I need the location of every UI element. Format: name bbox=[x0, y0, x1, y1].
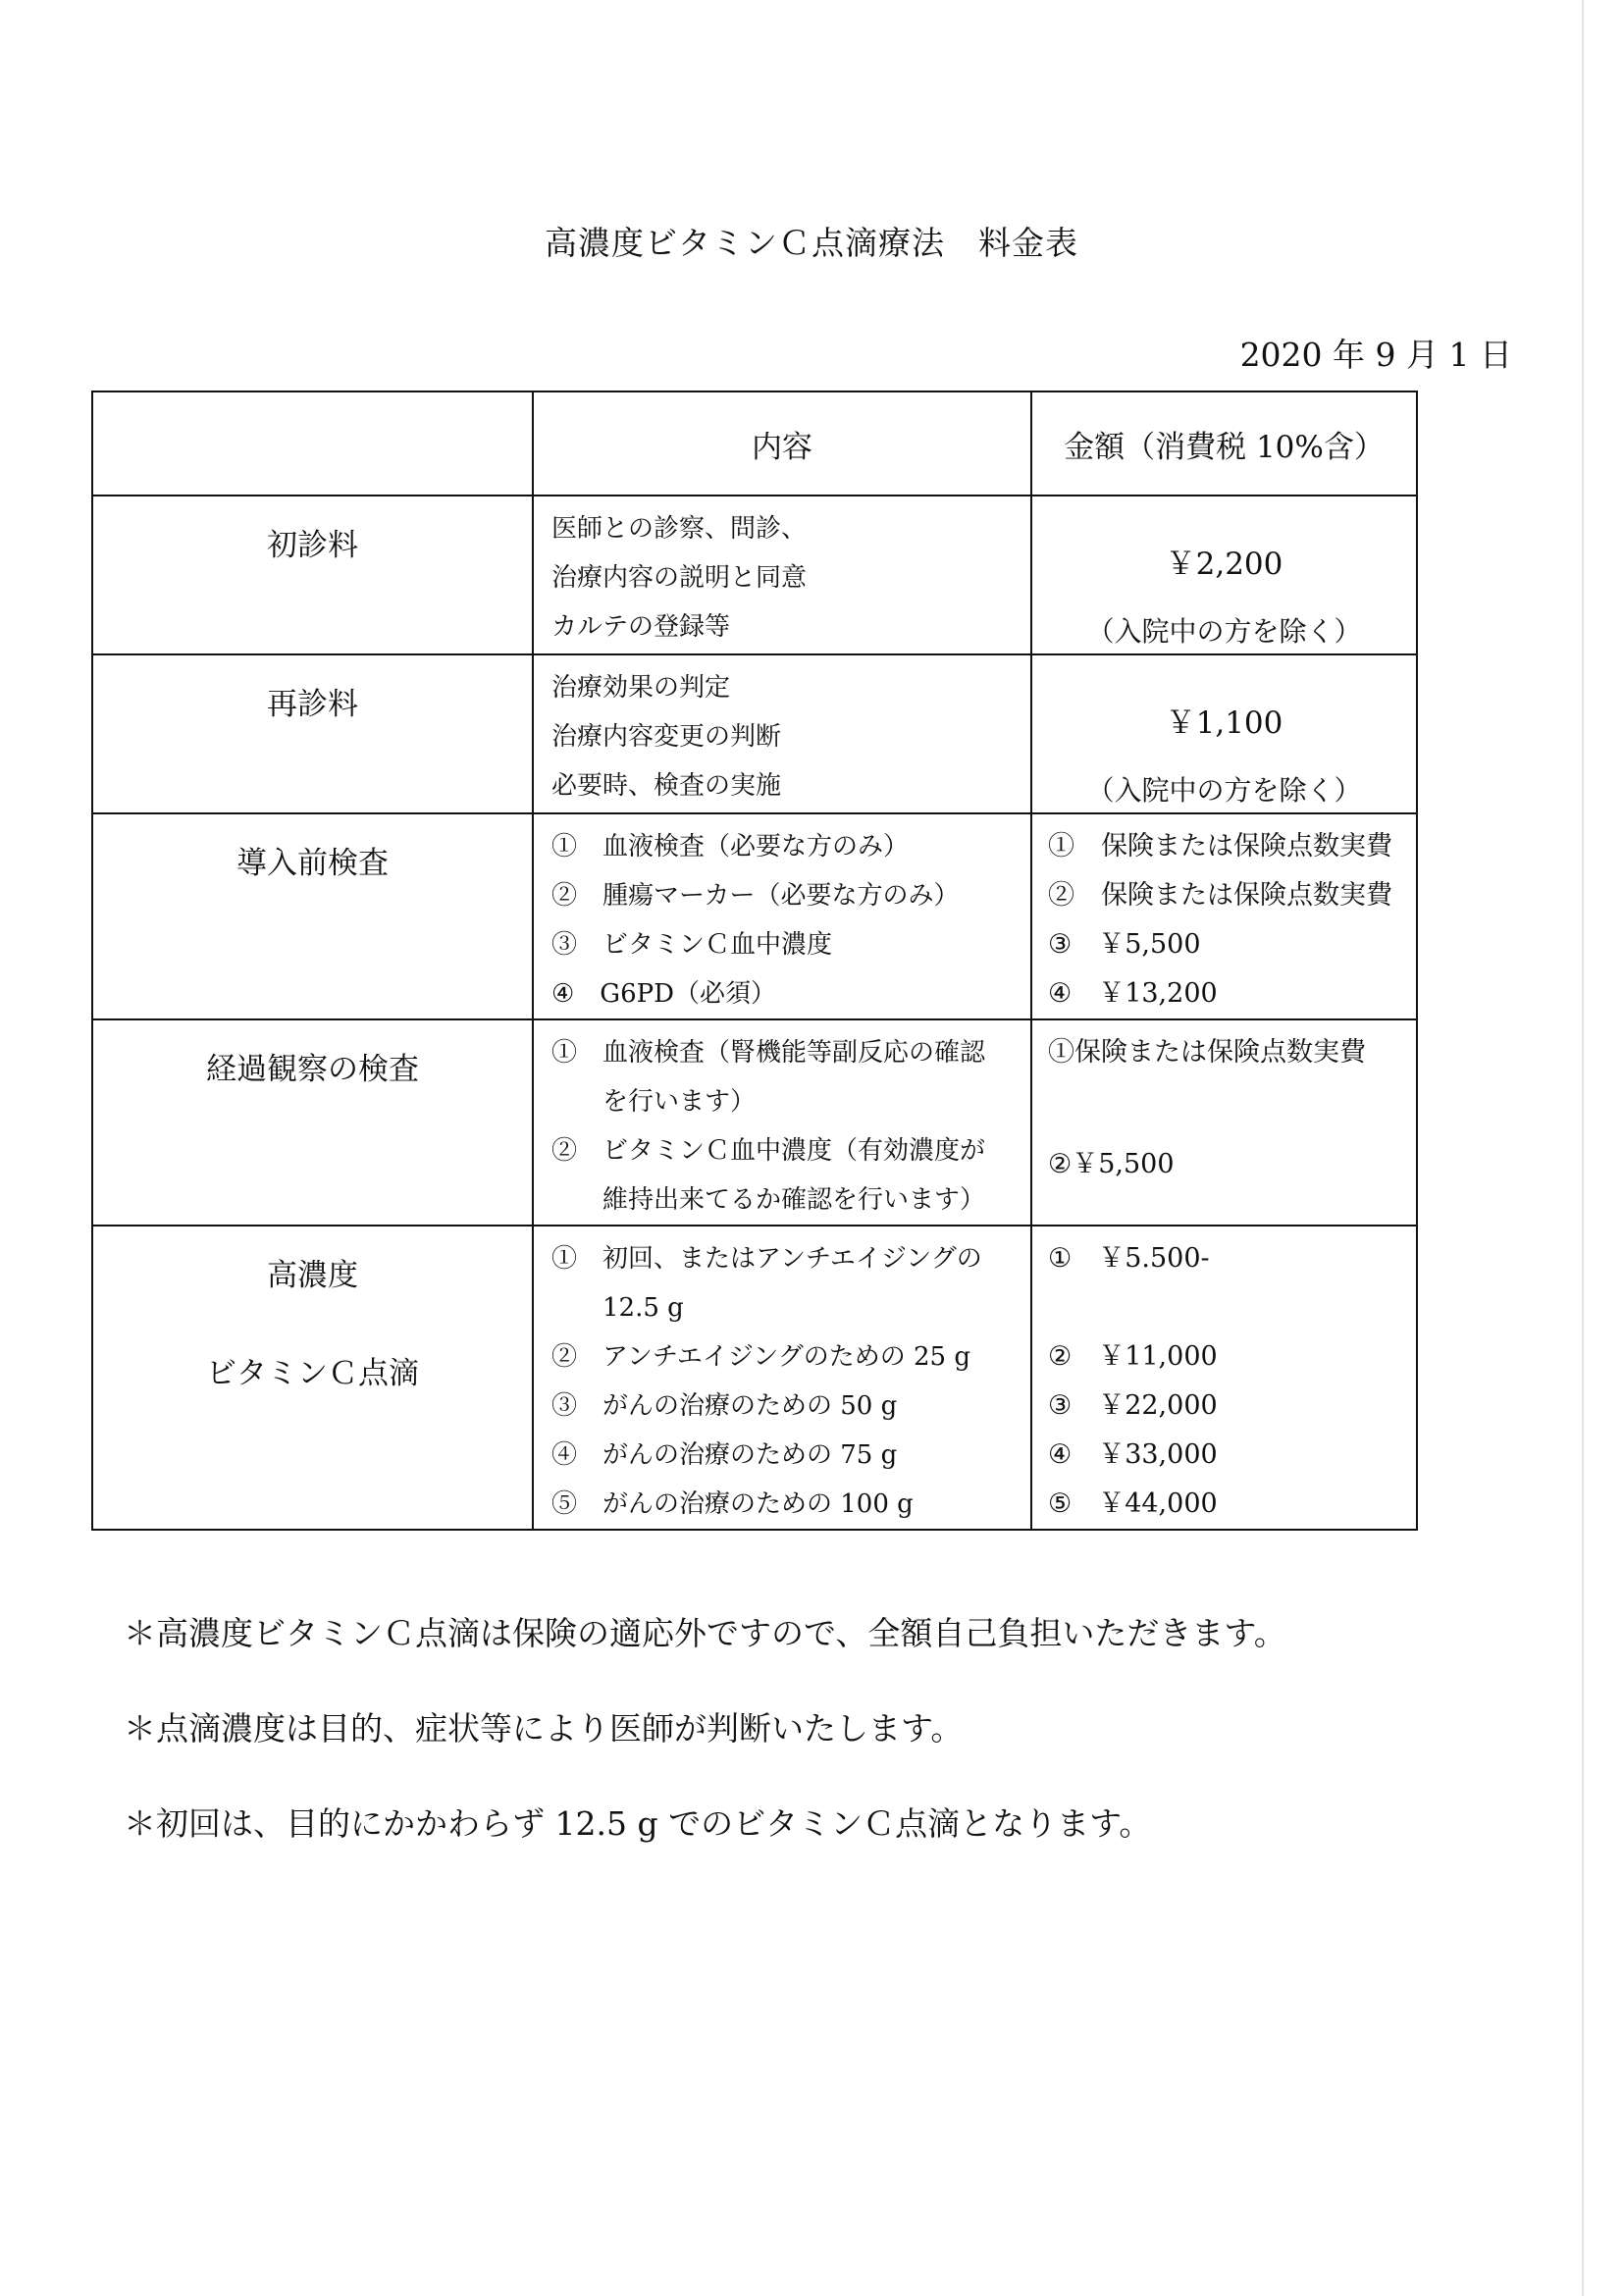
content-line: ① 血液検査（必要な方のみ） bbox=[551, 832, 910, 861]
content-line: ④ がんの治療のための 75 g bbox=[551, 1440, 898, 1470]
content-line: ③ がんの治療のための 50 g bbox=[551, 1391, 898, 1421]
row-price bbox=[1031, 1226, 1417, 1530]
price-note: （入院中の方を除く） bbox=[1086, 774, 1362, 807]
table-row bbox=[92, 1019, 1417, 1226]
content-line: カルテの登録等 bbox=[551, 612, 731, 642]
spacer bbox=[1048, 1283, 1416, 1332]
content-line: ② アンチエイジングのための 25 g bbox=[551, 1342, 971, 1372]
category-label: 高濃度 bbox=[267, 1258, 358, 1293]
content-line: を行います） bbox=[551, 1087, 757, 1117]
row-category bbox=[92, 1226, 533, 1530]
spacer bbox=[1048, 1077, 1416, 1140]
header-content: 内容 bbox=[533, 391, 1031, 496]
footnote: ＊高濃度ビタミンＣ点滴は保険の適応外ですので、全額自己負担いただきます。 bbox=[124, 1614, 1286, 1652]
content-line: 維持出来てるか確認を行います） bbox=[551, 1185, 986, 1215]
row-price bbox=[1031, 813, 1417, 1019]
header-price: 金額（消費税 10%含） bbox=[1031, 391, 1417, 496]
price-value: ￥1,100 bbox=[1165, 705, 1283, 741]
row-content bbox=[533, 813, 1031, 1019]
category-label: 導入前検査 bbox=[236, 846, 389, 881]
price-line: ③ ￥22,000 bbox=[1048, 1390, 1218, 1421]
price-value: ￥2,200 bbox=[1165, 547, 1283, 582]
content-line: 治療効果の判定 bbox=[551, 673, 731, 703]
price-line: ① 保険または保険点数実費 bbox=[1048, 831, 1392, 861]
content-line: ② ビタミンＣ血中濃度（有効濃度が bbox=[551, 1136, 986, 1166]
document-date: 2020 年 9 月 1 日 bbox=[1239, 336, 1512, 374]
row-price bbox=[1031, 496, 1417, 654]
document-title: 高濃度ビタミンＣ点滴療法 料金表 bbox=[545, 224, 1078, 262]
content-line: 治療内容の説明と同意 bbox=[551, 563, 808, 593]
content-line: 12.5 g bbox=[551, 1293, 684, 1323]
scan-edge-line bbox=[1582, 0, 1584, 2296]
content-line: 治療内容変更の判断 bbox=[551, 722, 782, 752]
row-category bbox=[92, 1019, 533, 1226]
footnotes bbox=[124, 1609, 1497, 1895]
price-table bbox=[91, 391, 1418, 1531]
price-line: ②￥5,500 bbox=[1048, 1149, 1175, 1179]
row-category bbox=[92, 813, 533, 1019]
table-row bbox=[92, 1226, 1417, 1530]
row-content bbox=[533, 496, 1031, 654]
content-line: ④ G6PD（必須） bbox=[551, 979, 776, 1009]
category-label: 経過観察の検査 bbox=[206, 1052, 419, 1087]
table-row bbox=[92, 813, 1417, 1019]
price-line: ⑤ ￥44,000 bbox=[1048, 1488, 1218, 1519]
table-header-row bbox=[92, 391, 1417, 496]
row-category bbox=[92, 496, 533, 654]
content-line: ③ ビタミンＣ血中濃度 bbox=[551, 930, 833, 960]
price-line: ① ￥5.500- bbox=[1048, 1243, 1210, 1274]
content-line: ① 初回、またはアンチエイジングの bbox=[551, 1244, 982, 1274]
category-label: 再診料 bbox=[267, 687, 358, 722]
content-line: ② 腫瘍マーカー（必要な方のみ） bbox=[551, 881, 960, 911]
row-content bbox=[533, 1226, 1031, 1530]
price-line: ④ ￥13,200 bbox=[1048, 978, 1218, 1009]
price-line: ④ ￥33,000 bbox=[1048, 1439, 1218, 1470]
row-price bbox=[1031, 654, 1417, 813]
footnote: ＊点滴濃度は目的、症状等により医師が判断いたします。 bbox=[124, 1709, 964, 1748]
row-category bbox=[92, 654, 533, 813]
content-line: 必要時、検査の実施 bbox=[551, 771, 782, 801]
table-row bbox=[92, 496, 1417, 654]
table-row bbox=[92, 654, 1417, 813]
price-line: ② 保険または保険点数実費 bbox=[1048, 880, 1392, 911]
price-line: ①保険または保険点数実費 bbox=[1048, 1037, 1366, 1068]
row-content bbox=[533, 1019, 1031, 1226]
price-note: （入院中の方を除く） bbox=[1086, 615, 1362, 648]
content-line: ⑤ がんの治療のための 100 g bbox=[551, 1489, 914, 1519]
price-line: ③ ￥5,500 bbox=[1048, 929, 1201, 960]
row-price bbox=[1031, 1019, 1417, 1226]
price-line: ② ￥11,000 bbox=[1048, 1341, 1218, 1372]
header-category bbox=[92, 391, 533, 496]
content-line: 医師との診察、問診、 bbox=[551, 514, 808, 544]
category-label: 初診料 bbox=[267, 528, 358, 563]
footnote: ＊初回は、目的にかかわらず 12.5 g でのビタミンＣ点滴となります。 bbox=[124, 1804, 1152, 1843]
row-content bbox=[533, 654, 1031, 813]
content-line: ① 血液検査（腎機能等副反応の確認 bbox=[551, 1038, 986, 1068]
category-label: ビタミンＣ点滴 bbox=[206, 1356, 419, 1391]
